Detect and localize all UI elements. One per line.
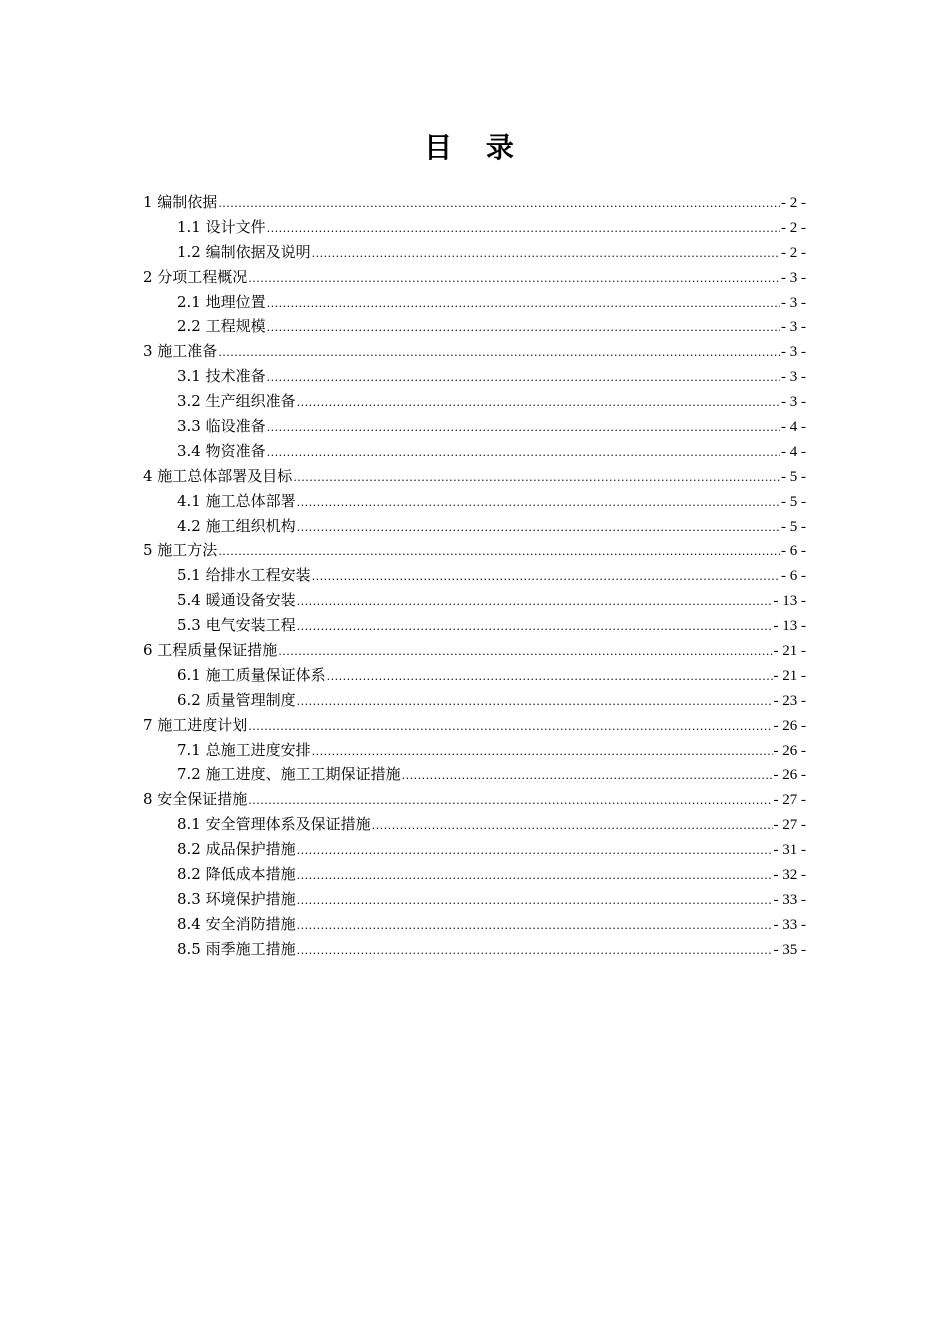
toc-entry-label: 3 施工准备 bbox=[143, 342, 218, 361]
toc-entry[interactable] bbox=[143, 812, 806, 837]
toc-entry[interactable] bbox=[143, 439, 806, 464]
toc-entry[interactable] bbox=[143, 613, 806, 638]
toc-dot-leader bbox=[327, 665, 773, 690]
toc-dot-leader bbox=[267, 441, 780, 466]
toc-entry-page-number: - 3 - bbox=[781, 319, 806, 336]
toc-dot-leader bbox=[297, 516, 780, 541]
toc-entry-label: 3.4 物资准备 bbox=[177, 441, 266, 460]
toc-entry-label: 2.1 地理位置 bbox=[177, 292, 266, 311]
toc-entry[interactable] bbox=[143, 563, 806, 588]
toc-dot-leader bbox=[248, 789, 772, 814]
toc-entry-page-number: - 33 - bbox=[773, 916, 806, 933]
toc-entry-page-number: - 3 - bbox=[781, 369, 806, 386]
toc-entry-page-number: - 5 - bbox=[781, 518, 806, 535]
toc-entry-page-number: - 26 - bbox=[773, 742, 806, 759]
toc-entry[interactable] bbox=[143, 190, 806, 215]
toc-dot-leader bbox=[218, 341, 780, 366]
toc-entry-label: 6.2 质量管理制度 bbox=[177, 690, 296, 709]
toc-entry-page-number: - 26 - bbox=[773, 717, 806, 734]
toc-dot-leader bbox=[267, 366, 780, 391]
toc-entry[interactable] bbox=[143, 837, 806, 862]
toc-entry-page-number: - 13 - bbox=[773, 593, 806, 610]
toc-entry-page-number: - 27 - bbox=[773, 817, 806, 834]
toc-entry-page-number: - 4 - bbox=[781, 419, 806, 436]
toc-entry[interactable] bbox=[143, 215, 806, 240]
toc-entry-page-number: - 2 - bbox=[781, 195, 806, 211]
toc-dot-leader bbox=[297, 839, 773, 864]
toc-entry[interactable] bbox=[143, 688, 806, 713]
toc-entry-page-number: - 33 - bbox=[773, 891, 806, 908]
toc-entry-page-number: - 6 - bbox=[781, 568, 806, 585]
toc-entry[interactable] bbox=[143, 713, 806, 738]
toc-entry-label: 4 施工总体部署及目标 bbox=[143, 466, 293, 485]
toc-entry-label: 1.2 编制依据及说明 bbox=[177, 242, 311, 261]
toc-dot-leader bbox=[278, 640, 772, 665]
toc-entry[interactable] bbox=[143, 339, 806, 364]
toc-entry-label: 8.4 安全消防措施 bbox=[177, 914, 296, 933]
toc-entry-label: 5 施工方法 bbox=[143, 541, 218, 560]
toc-dot-leader bbox=[267, 416, 780, 441]
toc-entry-page-number: - 23 - bbox=[773, 692, 806, 709]
toc-entry[interactable] bbox=[143, 389, 806, 414]
toc-entry-page-number: - 13 - bbox=[773, 618, 806, 635]
toc-entry[interactable] bbox=[143, 290, 806, 315]
toc-entry[interactable] bbox=[143, 912, 806, 937]
toc-entry-label: 5.3 电气安装工程 bbox=[177, 616, 296, 635]
toc-entry[interactable] bbox=[143, 937, 806, 962]
toc-entry-page-number: - 3 - bbox=[781, 294, 806, 311]
toc-dot-leader bbox=[218, 192, 780, 217]
toc-entry-label: 7.1 总施工进度安排 bbox=[177, 740, 311, 759]
toc-entry-label: 8.2 降低成本措施 bbox=[177, 865, 296, 884]
toc-dot-leader bbox=[267, 217, 780, 242]
toc-entry-label: 8.5 雨季施工措施 bbox=[177, 939, 296, 958]
toc-entry-label: 4.1 施工总体部署 bbox=[177, 491, 296, 510]
toc-entry[interactable] bbox=[143, 738, 806, 763]
toc-dot-leader bbox=[297, 491, 780, 516]
toc-entry-page-number: - 32 - bbox=[773, 867, 806, 884]
toc-entry-label: 2.2 工程规模 bbox=[177, 317, 266, 336]
toc-entry[interactable] bbox=[143, 638, 806, 663]
toc-entry[interactable] bbox=[143, 414, 806, 439]
toc-dot-leader bbox=[372, 814, 773, 839]
toc-entry-label: 3.2 生产组织准备 bbox=[177, 392, 296, 411]
toc-entry[interactable] bbox=[143, 265, 806, 290]
toc-entry-label: 8.3 环境保护措施 bbox=[177, 889, 296, 908]
toc-dot-leader bbox=[297, 914, 773, 939]
toc-dot-leader bbox=[312, 740, 773, 765]
toc-entry[interactable] bbox=[143, 514, 806, 539]
toc-entry-page-number: - 26 - bbox=[773, 767, 806, 784]
toc-entry-label: 5.1 给排水工程安装 bbox=[177, 566, 311, 585]
toc-entry-page-number: - 5 - bbox=[781, 493, 806, 510]
toc-dot-leader bbox=[297, 590, 773, 615]
toc-entry[interactable] bbox=[143, 887, 806, 912]
toc-dot-leader bbox=[312, 565, 780, 590]
page-title: 目 录 bbox=[424, 131, 526, 164]
toc-dot-leader bbox=[297, 939, 773, 964]
toc-entry-label: 8.2 成品保护措施 bbox=[177, 840, 296, 859]
toc-dot-leader bbox=[297, 889, 773, 914]
table-of-contents bbox=[143, 190, 806, 962]
toc-dot-leader bbox=[248, 267, 780, 292]
toc-dot-leader bbox=[218, 540, 780, 565]
toc-entry-page-number: - 31 - bbox=[773, 842, 806, 859]
toc-entry-label: 2 分项工程概况 bbox=[143, 267, 248, 286]
toc-dot-leader bbox=[297, 690, 773, 715]
toc-entry[interactable] bbox=[143, 314, 806, 339]
toc-dot-leader bbox=[293, 466, 780, 491]
toc-entry[interactable] bbox=[143, 663, 806, 688]
toc-entry-page-number: - 35 - bbox=[773, 941, 806, 958]
toc-dot-leader bbox=[267, 292, 780, 317]
toc-entry-page-number: - 3 - bbox=[781, 344, 806, 361]
toc-dot-leader bbox=[297, 391, 780, 416]
toc-entry-page-number: - 21 - bbox=[773, 643, 806, 660]
toc-entry[interactable] bbox=[143, 538, 806, 563]
toc-entry-page-number: - 5 - bbox=[781, 468, 806, 485]
toc-entry-page-number: - 2 - bbox=[781, 219, 806, 236]
toc-entry[interactable] bbox=[143, 762, 806, 787]
toc-entry[interactable] bbox=[143, 240, 806, 265]
toc-entry-label: 6 工程质量保证措施 bbox=[143, 641, 278, 660]
toc-entry[interactable] bbox=[143, 862, 806, 887]
toc-entry-page-number: - 3 - bbox=[781, 269, 806, 286]
toc-entry-label: 7 施工进度计划 bbox=[143, 715, 248, 734]
toc-entry[interactable] bbox=[143, 588, 806, 613]
toc-dot-leader bbox=[248, 715, 772, 740]
toc-entry-label: 8.1 安全管理体系及保证措施 bbox=[177, 815, 371, 834]
toc-entry-page-number: - 6 - bbox=[781, 543, 806, 560]
toc-entry-label: 1.1 设计文件 bbox=[177, 217, 266, 236]
toc-entry-label: 3.3 临设准备 bbox=[177, 417, 266, 436]
toc-entry-label: 3.1 技术准备 bbox=[177, 367, 266, 386]
toc-entry-page-number: - 21 - bbox=[773, 667, 806, 684]
toc-dot-leader bbox=[312, 242, 780, 267]
toc-dot-leader bbox=[297, 615, 773, 640]
toc-entry[interactable] bbox=[143, 364, 806, 389]
toc-dot-leader bbox=[297, 864, 773, 889]
toc-entry-page-number: - 4 - bbox=[781, 443, 806, 460]
toc-entry-label: 1 编制依据 bbox=[143, 193, 218, 211]
toc-entry-label: 4.2 施工组织机构 bbox=[177, 516, 296, 535]
toc-entry-label: 8 安全保证措施 bbox=[143, 790, 248, 809]
toc-entry-page-number: - 3 - bbox=[781, 394, 806, 411]
toc-entry-label: 5.4 暖通设备安装 bbox=[177, 591, 296, 610]
toc-dot-leader bbox=[402, 764, 773, 789]
toc-entry-label: 6.1 施工质量保证体系 bbox=[177, 665, 326, 684]
toc-entry[interactable] bbox=[143, 787, 806, 812]
toc-entry-page-number: - 27 - bbox=[773, 792, 806, 809]
toc-entry-label: 7.2 施工进度、施工工期保证措施 bbox=[177, 765, 401, 784]
toc-entry[interactable] bbox=[143, 464, 806, 489]
toc-entry-page-number: - 2 - bbox=[781, 244, 806, 261]
toc-dot-leader bbox=[267, 316, 780, 341]
toc-entry[interactable] bbox=[143, 489, 806, 514]
